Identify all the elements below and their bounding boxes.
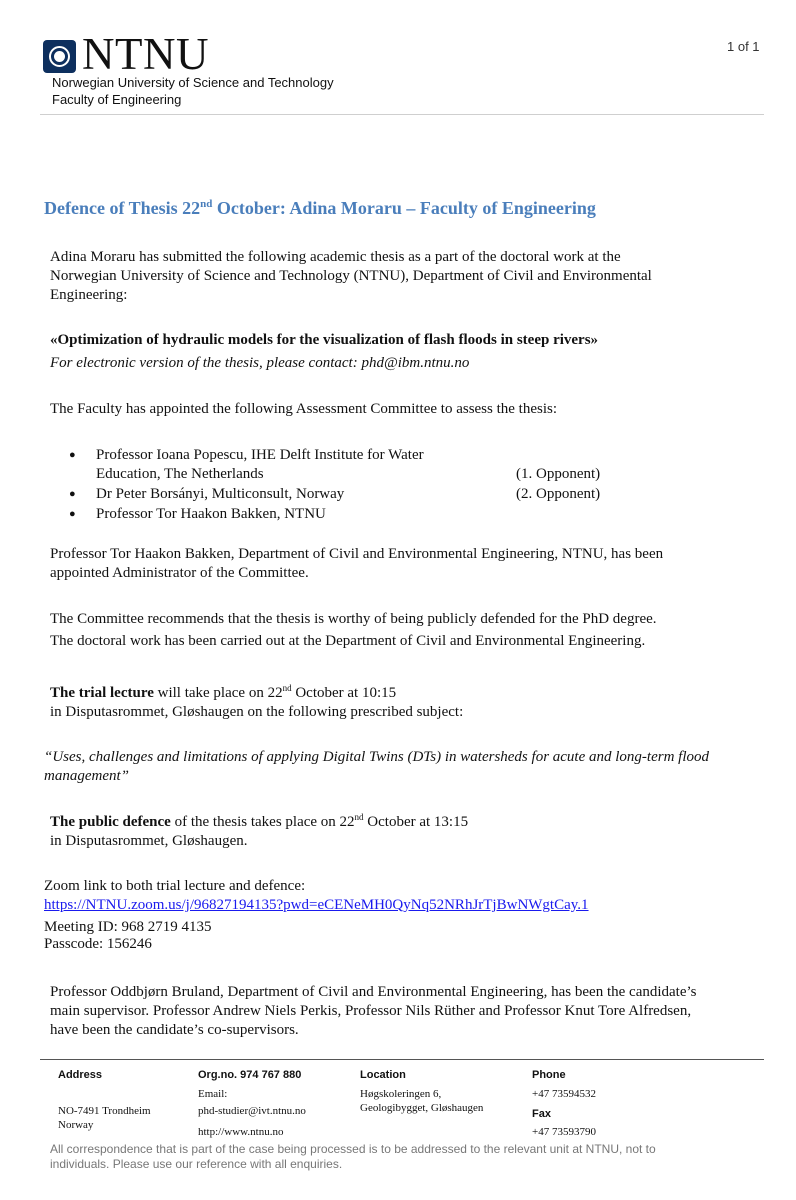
header-divider <box>40 114 764 115</box>
recommendation-line: The Committee recommends that the thesis is worthy of being publicly defended for the PhD degree. <box>50 611 657 627</box>
bullet-icon: ● <box>69 488 76 500</box>
trial-lecture-time: The trial lecture will take place on 22nd October at 10:15 <box>50 683 397 701</box>
committee-member: Professor Tor Haakon Bakken, NTNU <box>96 506 326 522</box>
supervisors-paragraph: Professor Oddbjørn Bruland, Department of Civil and Environmental Engineering, has been the candidate’s main supervisor. Professor Andrew Niels Perkis, Professor Nils Rüther and Professor Knut Tore Alfredsen, have been the candidate’s co-supervisors. <box>50 984 697 1038</box>
thesis-title: «Optimization of hydraulic models for the visualization of flash floods in steep rivers» <box>50 332 599 348</box>
footer-location-label: Location <box>360 1069 406 1081</box>
faculty-name: Faculty of Engineering <box>52 92 182 107</box>
ntnu-logo-icon <box>43 40 76 73</box>
footer-location: Høgskoleringen 6, Geologibygget, Gløshaugen <box>360 1088 484 1114</box>
passcode: Passcode: 156246 <box>44 936 152 952</box>
public-defence-time: The public defence of the thesis takes place on 22nd October at 13:15 <box>50 812 469 830</box>
intro-paragraph: Adina Moraru has submitted the following academic thesis as a part of the doctoral work at the Norwegian University of Science and Technology (NTNU), Department of Civil and Environmental Engineering: <box>50 249 652 303</box>
footer-fax: +47 73593790 <box>532 1126 596 1138</box>
footer-email: phd-studier@ivt.ntnu.no <box>198 1105 306 1117</box>
bullet-icon: ● <box>69 508 76 520</box>
doctoral-work-line: The doctoral work has been carried out at the Department of Civil and Environmental Engineering. <box>50 633 646 649</box>
zoom-link[interactable]: https://NTNU.zoom.us/j/96827194135?pwd=eCENeMH0QyNq52NRhJrTjBwNWgtCay.1 <box>44 897 589 913</box>
committee-intro: The Faculty has appointed the following Assessment Committee to assess the thesis: <box>50 401 558 417</box>
bullet-icon: ● <box>69 449 76 461</box>
footer-address: NO-7491 Trondheim Norway <box>58 1105 151 1131</box>
zoom-intro: Zoom link to both trial lecture and defence: <box>44 878 306 894</box>
logo-wordmark: NTNU <box>82 29 209 79</box>
university-name: Norwegian University of Science and Technology <box>52 75 334 90</box>
footer-disclaimer: All correspondence that is part of the case being processed is to be addressed to the relevant unit at NTNU, not to individuals. Please use our reference with all enquiries. <box>50 1142 656 1171</box>
footer-email-label: Email: <box>198 1088 228 1100</box>
committee-member: Dr Peter Borsányi, Multiconsult, Norway <box>96 486 345 502</box>
committee-role: (2. Opponent) <box>516 486 601 502</box>
trial-lecture-location: in Disputasrommet, Gløshaugen on the following prescribed subject: <box>50 704 464 720</box>
thesis-contact: For electronic version of the thesis, please contact: phd@ibm.ntnu.no <box>50 355 470 371</box>
footer-address-label: Address <box>58 1069 103 1081</box>
page-indicator: 1 of 1 <box>727 39 760 54</box>
committee-role: (1. Opponent) <box>516 466 601 482</box>
footer-divider <box>40 1059 764 1060</box>
committee-member: Professor Ioana Popescu, IHE Delft Institute for Water Education, The Netherlands <box>96 447 424 482</box>
footer-org-number: Org.no. 974 767 880 <box>198 1069 302 1081</box>
page-title: Defence of Thesis 22nd October: Adina Moraru – Faculty of Engineering <box>44 198 596 218</box>
meeting-id: Meeting ID: 968 2719 4135 <box>44 919 212 935</box>
trial-lecture-subject: “Uses, challenges and limitations of applying Digital Twins (DTs) in watersheds for acute and long-term flood management” <box>44 749 710 784</box>
footer-fax-label: Fax <box>532 1108 551 1120</box>
administrator-paragraph: Professor Tor Haakon Bakken, Department of Civil and Environmental Engineering, NTNU, has been appointed Administrator of the Committee. <box>50 546 664 581</box>
public-defence-location: in Disputasrommet, Gløshaugen. <box>50 833 248 849</box>
footer-phone-label: Phone <box>532 1069 566 1081</box>
footer-website: http://www.ntnu.no <box>198 1126 284 1138</box>
footer-phone: +47 73594532 <box>532 1088 596 1100</box>
